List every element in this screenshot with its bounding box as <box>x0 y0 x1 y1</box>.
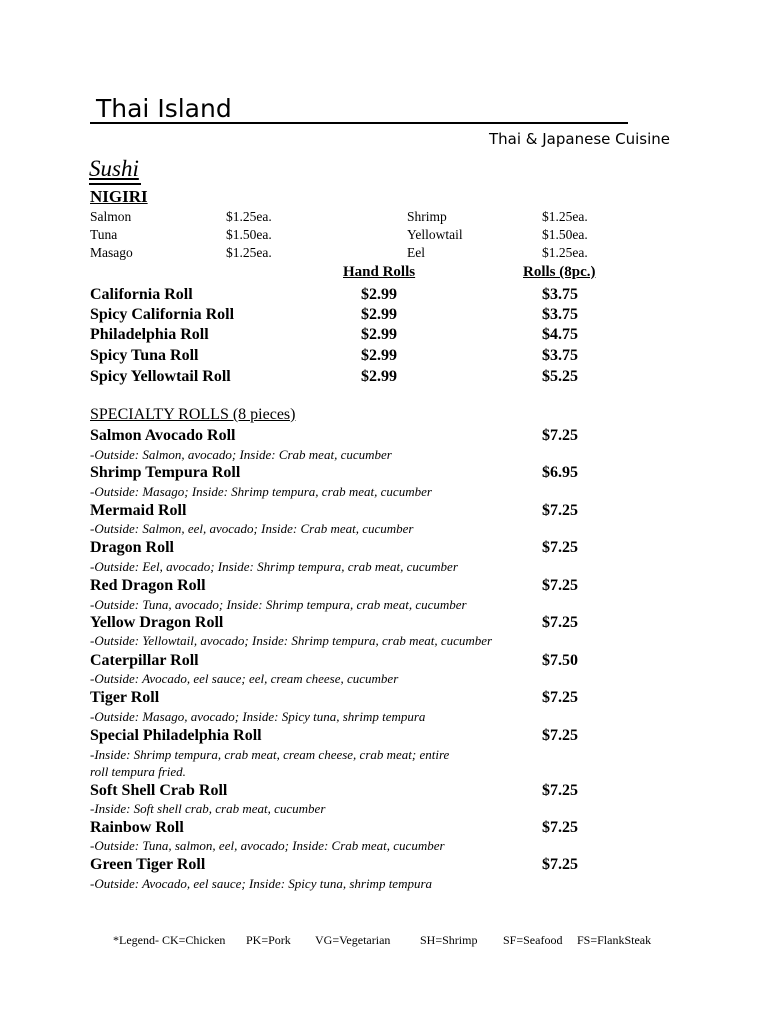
specialty-roll-name: Tiger Roll <box>90 689 160 706</box>
specialty-roll-price: $7.25 <box>542 427 578 444</box>
specialty-roll-price: $6.95 <box>542 464 578 481</box>
specialty-roll-desc: -Outside: Masago; Inside: Shrimp tempura, crab meat, cucumber <box>90 484 432 499</box>
specialty-roll-price: $7.25 <box>542 577 578 594</box>
hand-roll-price: $2.99 <box>361 286 397 303</box>
nigiri-item-name: Shrimp <box>407 209 447 224</box>
roll-price: $5.25 <box>542 368 578 385</box>
legend-seafood: SF=Seafood <box>503 933 563 947</box>
specialty-roll-name: Red Dragon Roll <box>90 577 206 594</box>
specialty-roll-desc: -Outside: Salmon, eel, avocado; Inside: Crab meat, cucumber <box>90 521 414 536</box>
roll-name: Spicy Yellowtail Roll <box>90 368 231 385</box>
page-title: Thai Island <box>96 94 232 123</box>
specialty-roll-price: $7.25 <box>542 502 578 519</box>
specialty-roll-desc: -Outside: Tuna, avocado; Inside: Shrimp tempura, crab meat, cucumber <box>90 597 467 612</box>
legend-vegetarian: VG=Vegetarian <box>315 933 391 947</box>
nigiri-item-name: Tuna <box>90 227 118 242</box>
specialty-roll-desc: -Outside: Eel, avocado; Inside: Shrimp tempura, crab meat, cucumber <box>90 559 458 574</box>
specialty-roll-price: $7.50 <box>542 652 578 669</box>
roll-name: Spicy Tuna Roll <box>90 347 199 364</box>
specialty-roll-name: Caterpillar Roll <box>90 652 199 669</box>
nigiri-item-name: Yellowtail <box>407 227 463 242</box>
roll-price: $3.75 <box>542 306 578 323</box>
specialty-roll-desc-cont: roll tempura fried. <box>90 764 186 779</box>
hand-roll-price: $2.99 <box>361 326 397 343</box>
specialty-roll-name: Mermaid Roll <box>90 502 187 519</box>
nigiri-item-price: $1.25ea. <box>542 209 588 224</box>
specialty-roll-name: Yellow Dragon Roll <box>90 614 224 631</box>
title-rule <box>90 122 628 124</box>
legend-pork: PK=Pork <box>246 933 291 947</box>
specialty-roll-name: Salmon Avocado Roll <box>90 427 236 444</box>
specialty-roll-name: Shrimp Tempura Roll <box>90 464 241 481</box>
specialty-roll-desc: -Inside: Soft shell crab, crab meat, cucumber <box>90 801 326 816</box>
legend-shrimp: SH=Shrimp <box>420 933 478 947</box>
section-heading: Sushi <box>89 155 141 185</box>
nigiri-item-price: $1.50ea. <box>542 227 588 242</box>
nigiri-item-name: Masago <box>90 245 133 260</box>
specialty-roll-price: $7.25 <box>542 614 578 631</box>
specialty-roll-price: $7.25 <box>542 689 578 706</box>
roll-price: $3.75 <box>542 347 578 364</box>
specialty-roll-name: Rainbow Roll <box>90 819 184 836</box>
roll-name: Spicy California Roll <box>90 306 235 323</box>
specialty-roll-price: $7.25 <box>542 856 578 873</box>
specialty-roll-name: Green Tiger Roll <box>90 856 206 873</box>
specialty-roll-name: Special Philadelphia Roll <box>90 727 262 744</box>
page-subtitle: Thai & Japanese Cuisine <box>489 130 671 148</box>
nigiri-item-price: $1.25ea. <box>226 209 272 224</box>
hand-roll-price: $2.99 <box>361 347 397 364</box>
specialty-roll-name: Dragon Roll <box>90 539 174 556</box>
roll-price: $3.75 <box>542 286 578 303</box>
nigiri-item-name: Salmon <box>90 209 132 224</box>
rolls-8pc-header: Rolls (8pc.) <box>523 264 596 280</box>
nigiri-item-price: $1.25ea. <box>542 245 588 260</box>
specialty-roll-price: $7.25 <box>542 539 578 556</box>
specialty-roll-price: $7.25 <box>542 819 578 836</box>
hand-roll-price: $2.99 <box>361 368 397 385</box>
roll-price: $4.75 <box>542 326 578 343</box>
nigiri-item-price: $1.25ea. <box>226 245 272 260</box>
legend-flanksteak: FS=FlankSteak <box>577 933 652 947</box>
specialty-roll-desc: -Outside: Yellowtail, avocado; Inside: Shrimp tempura, crab meat, cucumber <box>90 633 493 648</box>
specialty-roll-desc: -Outside: Tuna, salmon, eel, avocado; Inside: Crab meat, cucumber <box>90 838 445 853</box>
nigiri-item-name: Eel <box>407 245 425 260</box>
specialty-roll-desc: -Inside: Shrimp tempura, crab meat, cream cheese, crab meat; entire <box>90 747 450 762</box>
specialty-roll-price: $7.25 <box>542 782 578 799</box>
roll-name: California Roll <box>90 286 193 303</box>
roll-name: Philadelphia Roll <box>90 326 209 343</box>
specialty-roll-desc: -Outside: Masago, avocado; Inside: Spicy tuna, shrimp tempura <box>90 709 426 724</box>
specialty-roll-name: Soft Shell Crab Roll <box>90 782 228 799</box>
nigiri-item-price: $1.50ea. <box>226 227 272 242</box>
specialty-rolls-heading: SPECIALTY ROLLS (8 pieces) <box>90 406 296 423</box>
legend-chicken: *Legend- CK=Chicken <box>113 933 226 947</box>
specialty-roll-desc: -Outside: Avocado, eel sauce; eel, cream cheese, cucumber <box>90 671 399 686</box>
specialty-roll-price: $7.25 <box>542 727 578 744</box>
specialty-roll-desc: -Outside: Avocado, eel sauce; Inside: Spicy tuna, shrimp tempura <box>90 876 433 891</box>
hand-roll-price: $2.99 <box>361 306 397 323</box>
nigiri-heading: NIGIRI <box>90 187 148 206</box>
specialty-roll-desc: -Outside: Salmon, avocado; Inside: Crab meat, cucumber <box>90 447 392 462</box>
hand-rolls-header: Hand Rolls <box>343 264 416 280</box>
